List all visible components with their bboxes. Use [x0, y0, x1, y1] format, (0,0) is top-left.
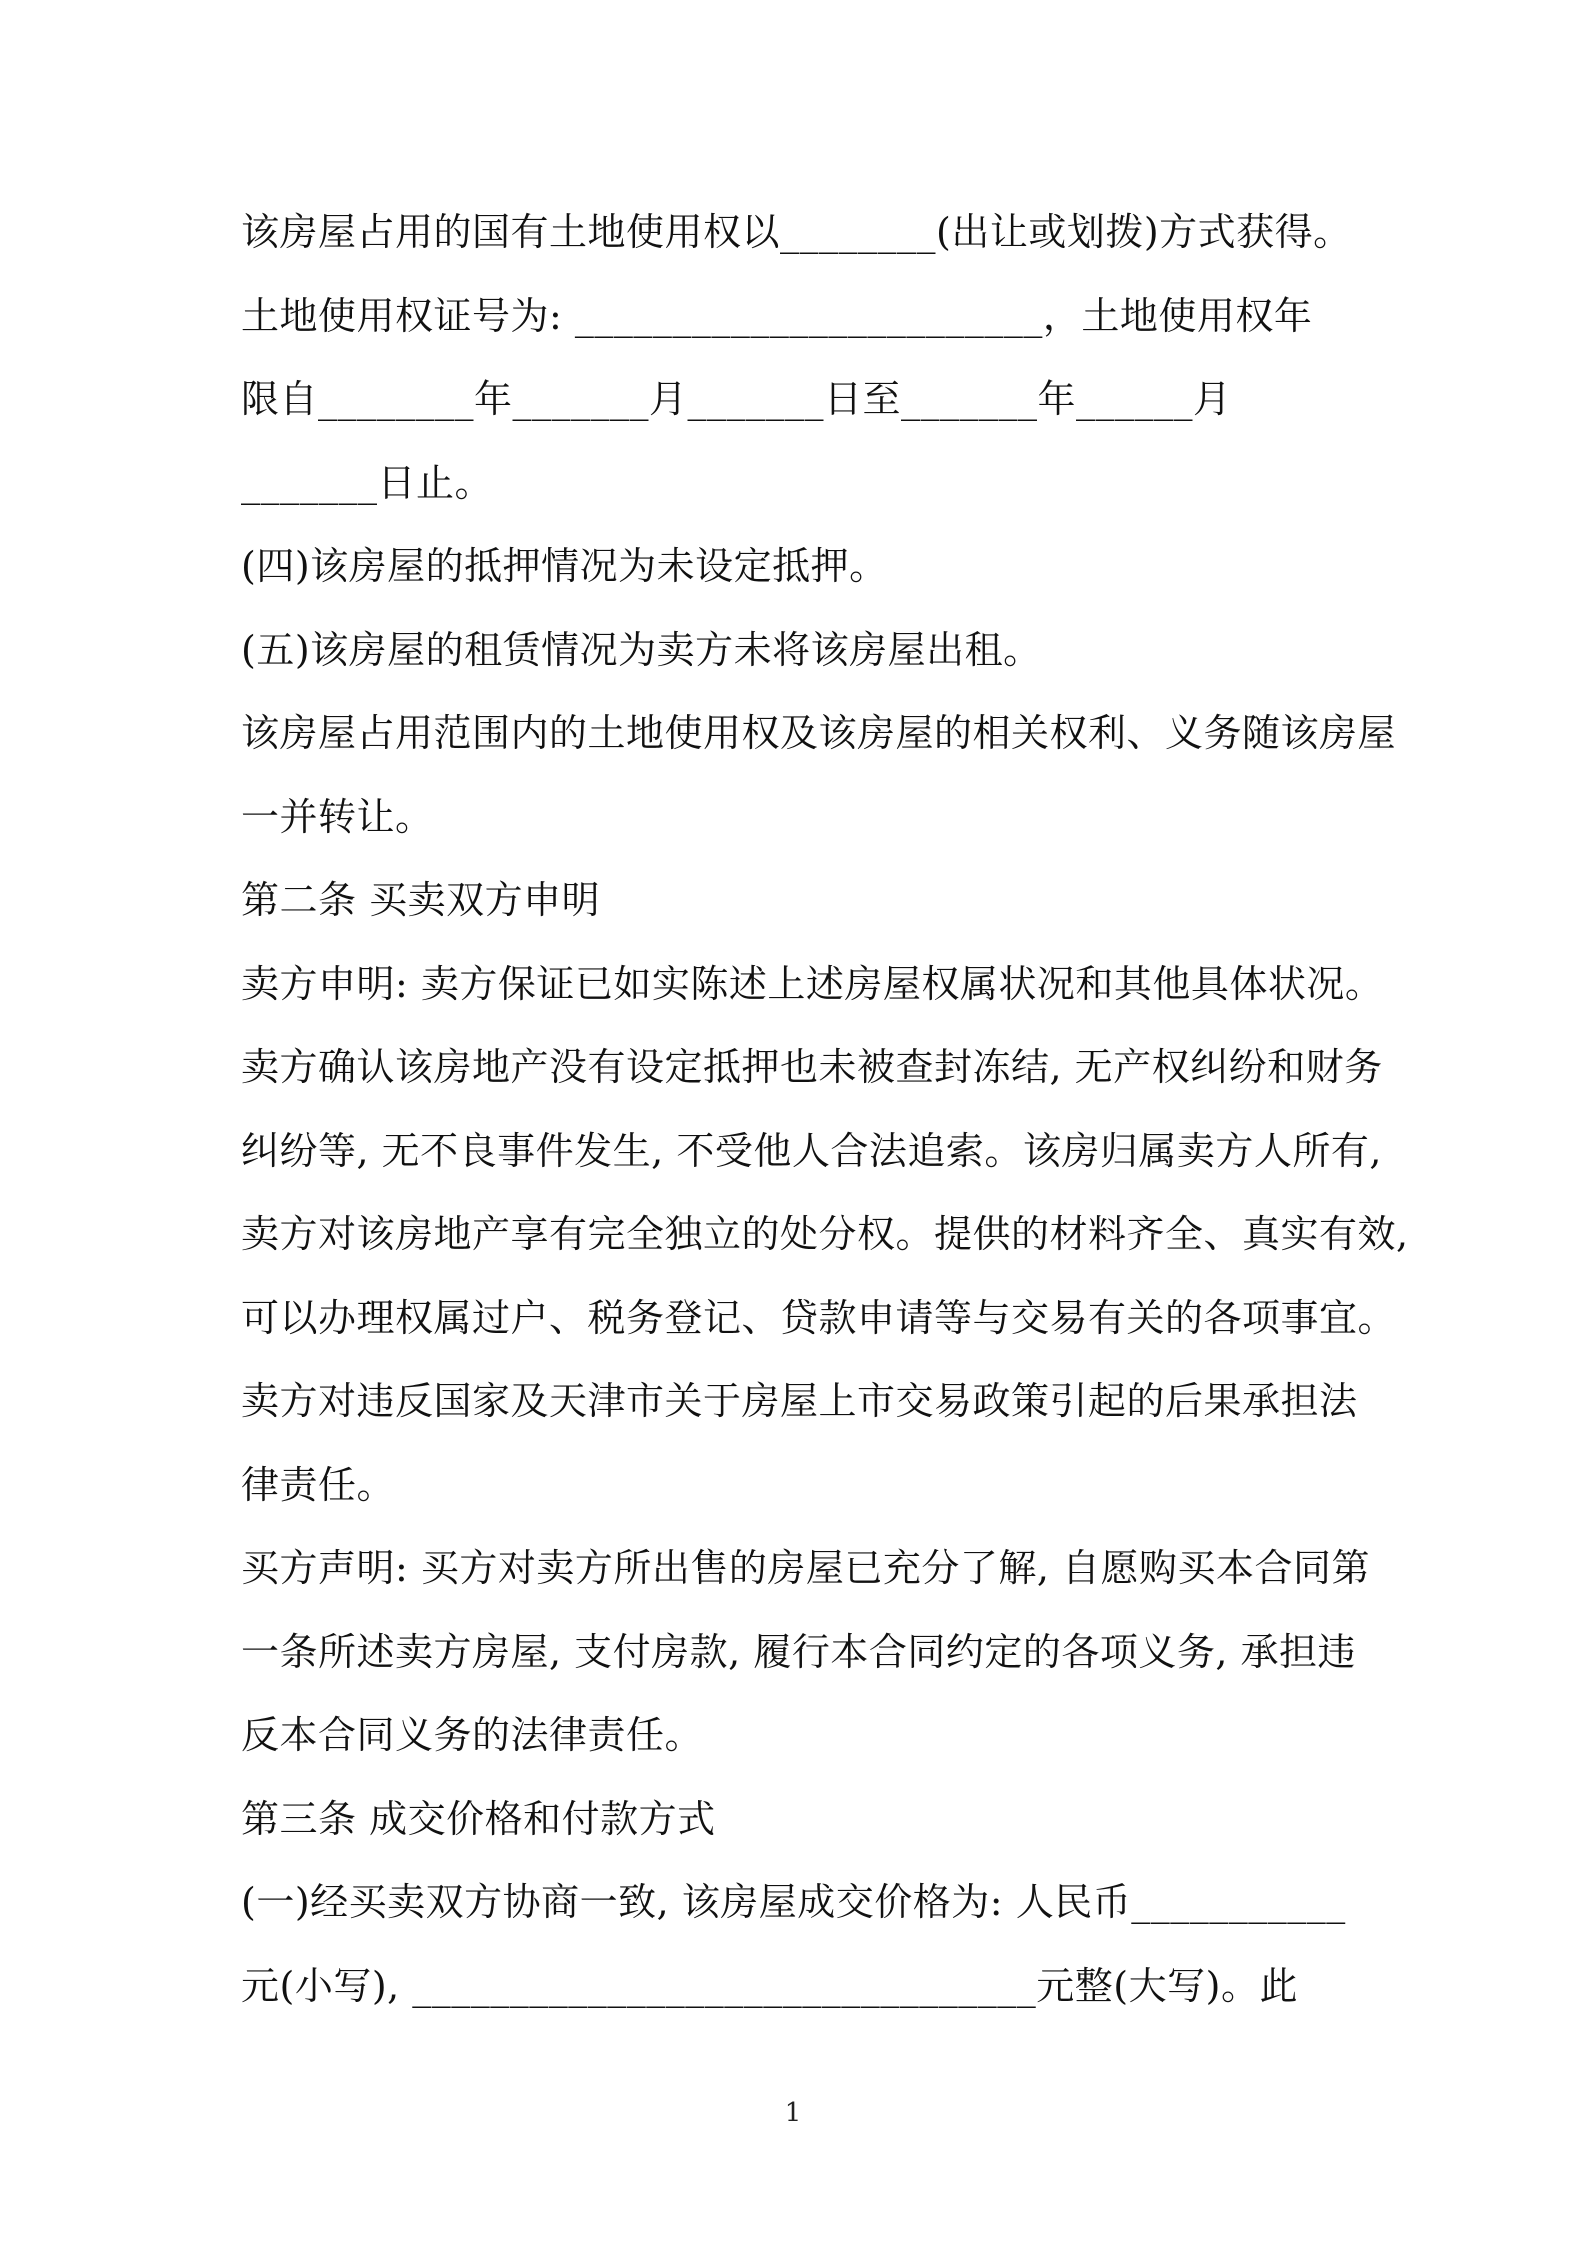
text-line: 该房屋占用的国有土地使用权以________(出让或划拨)方式获得。	[241, 210, 1352, 254]
text-line: 元(小写), ________________________________元整(大写)。此	[241, 1963, 1298, 2008]
text-line: 可以办理权属过户、税务登记、贷款申请等与交易有关的各项事宜。	[241, 1295, 1397, 1340]
section-heading: 第二条 买卖双方申明	[241, 878, 601, 922]
text-line: 卖方对该房地产享有完全独立的处分权。提供的材料齐全、真实有效,	[241, 1212, 1409, 1256]
text-line: 买方声明: 买方对卖方所出售的房屋已充分了解, 自愿购买本合同第	[241, 1546, 1371, 1590]
text-line: 土地使用权证号为: ________________________，土地使用权年	[241, 293, 1313, 338]
text-line: 一并转让。	[241, 794, 434, 839]
text-line: 反本合同义务的法律责任。	[241, 1713, 704, 1757]
section-heading: 第三条 成交价格和付款方式	[241, 1796, 716, 1841]
text-line: _______日止。	[241, 460, 494, 505]
text-line: 该房屋占用范围内的土地使用权及该房屋的相关权利、义务随该房屋	[241, 711, 1397, 755]
text-line: (四)该房屋的抵押情况为未设定抵押。	[241, 544, 888, 588]
text-line: 卖方确认该房地产没有设定抵押也未被查封冻结, 无产权纠纷和财务	[241, 1045, 1383, 1089]
document-body	[241, 191, 1409, 2028]
text-line: (五)该房屋的租赁情况为卖方未将该房屋出租。	[241, 627, 1042, 672]
text-line: 卖方申明: 卖方保证已如实陈述上述房屋权属状况和其他具体状况。	[241, 961, 1384, 1006]
text-line: 律责任。	[241, 1462, 396, 1507]
text-line: 卖方对违反国家及天津市关于房屋上市交易政策引起的后果承担法	[241, 1379, 1358, 1423]
text-line: 一条所述卖方房屋, 支付房款, 履行本合同约定的各项义务, 承担违	[241, 1629, 1356, 1674]
text-line: 限自________年_______月_______日至_______年______月	[241, 377, 1232, 421]
text-line: 纠纷等, 无不良事件发生, 不受他人合法追索。该房归属卖方人所有,	[241, 1128, 1382, 1173]
page-number: 1	[784, 2098, 802, 2128]
text-line: (一)经买卖双方协商一致, 该房屋成交价格为: 人民币___________	[241, 1880, 1346, 1924]
